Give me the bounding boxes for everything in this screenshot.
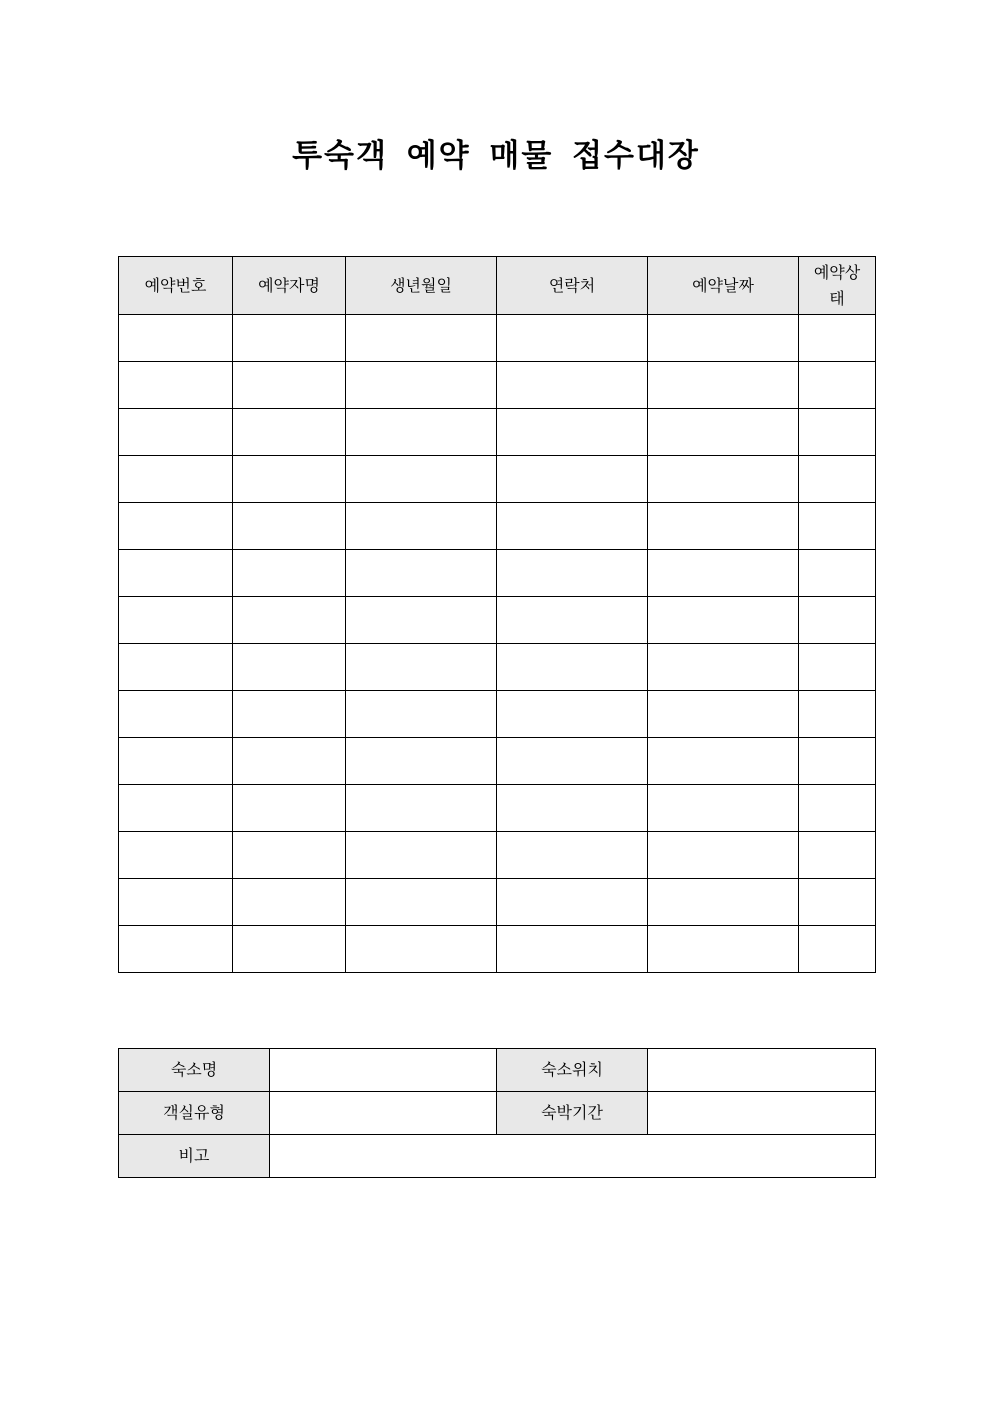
table-row	[119, 926, 876, 973]
reservation-number-cell[interactable]	[119, 879, 233, 926]
contact-cell[interactable]	[497, 362, 648, 409]
guest-name-cell[interactable]	[233, 832, 346, 879]
guest-name-cell[interactable]	[233, 409, 346, 456]
reservation-number-cell[interactable]	[119, 738, 233, 785]
reservation-status-cell[interactable]	[799, 456, 876, 503]
stay-period-label: 숙박기간	[497, 1092, 648, 1135]
reservation-date-cell[interactable]	[648, 926, 799, 973]
birth-date-cell[interactable]	[346, 409, 497, 456]
contact-cell[interactable]	[497, 503, 648, 550]
guest-name-cell[interactable]	[233, 597, 346, 644]
stay-period-field[interactable]	[648, 1092, 876, 1135]
reservation-status-cell[interactable]	[799, 691, 876, 738]
remarks-label: 비고	[119, 1135, 270, 1178]
reservation-number-cell[interactable]	[119, 644, 233, 691]
header-reservation-number: 예약번호	[119, 257, 233, 315]
guest-name-cell[interactable]	[233, 785, 346, 832]
contact-cell[interactable]	[497, 785, 648, 832]
info-row-accommodation	[119, 1049, 876, 1092]
birth-date-cell[interactable]	[346, 785, 497, 832]
birth-date-cell[interactable]	[346, 315, 497, 362]
reservation-date-cell[interactable]	[648, 785, 799, 832]
reservation-number-cell[interactable]	[119, 409, 233, 456]
reservation-number-cell[interactable]	[119, 832, 233, 879]
room-type-field[interactable]	[270, 1092, 497, 1135]
reservation-date-cell[interactable]	[648, 597, 799, 644]
accommodation-location-field[interactable]	[648, 1049, 876, 1092]
guest-name-cell[interactable]	[233, 691, 346, 738]
table-row	[119, 456, 876, 503]
contact-cell[interactable]	[497, 691, 648, 738]
reservation-table-header-row	[119, 257, 876, 315]
contact-cell[interactable]	[497, 738, 648, 785]
birth-date-cell[interactable]	[346, 644, 497, 691]
reservation-status-cell[interactable]	[799, 644, 876, 691]
table-row	[119, 362, 876, 409]
accommodation-name-label: 숙소명	[119, 1049, 270, 1092]
accommodation-location-label: 숙소위치	[497, 1049, 648, 1092]
guest-name-cell[interactable]	[233, 550, 346, 597]
reservation-date-cell[interactable]	[648, 644, 799, 691]
reservation-date-cell[interactable]	[648, 879, 799, 926]
table-row	[119, 644, 876, 691]
reservation-status-cell[interactable]	[799, 550, 876, 597]
reservation-number-cell[interactable]	[119, 926, 233, 973]
reservation-status-cell[interactable]	[799, 503, 876, 550]
birth-date-cell[interactable]	[346, 456, 497, 503]
birth-date-cell[interactable]	[346, 691, 497, 738]
birth-date-cell[interactable]	[346, 597, 497, 644]
table-row	[119, 550, 876, 597]
info-row-remarks	[119, 1135, 876, 1178]
birth-date-cell[interactable]	[346, 926, 497, 973]
reservation-number-cell[interactable]	[119, 550, 233, 597]
reservation-number-cell[interactable]	[119, 785, 233, 832]
reservation-status-cell[interactable]	[799, 315, 876, 362]
birth-date-cell[interactable]	[346, 503, 497, 550]
contact-cell[interactable]	[497, 644, 648, 691]
reservation-table-body	[119, 315, 876, 973]
reservation-status-cell[interactable]	[799, 597, 876, 644]
contact-cell[interactable]	[497, 315, 648, 362]
table-row	[119, 503, 876, 550]
reservation-status-cell[interactable]	[799, 832, 876, 879]
reservation-number-cell[interactable]	[119, 456, 233, 503]
guest-name-cell[interactable]	[233, 879, 346, 926]
header-reservation-date: 예약날짜	[648, 257, 799, 315]
reservation-number-cell[interactable]	[119, 362, 233, 409]
reservation-status-cell[interactable]	[799, 785, 876, 832]
header-reservation-status: 예약상 태	[799, 257, 876, 315]
reservation-date-cell[interactable]	[648, 456, 799, 503]
contact-cell[interactable]	[497, 409, 648, 456]
reservation-number-cell[interactable]	[119, 691, 233, 738]
guest-name-cell[interactable]	[233, 315, 346, 362]
contact-cell[interactable]	[497, 456, 648, 503]
header-birth-date: 생년월일	[346, 257, 497, 315]
birth-date-cell[interactable]	[346, 550, 497, 597]
table-row	[119, 409, 876, 456]
table-row	[119, 785, 876, 832]
table-row	[119, 832, 876, 879]
reservation-date-cell[interactable]	[648, 315, 799, 362]
reservation-status-cell[interactable]	[799, 409, 876, 456]
reservation-date-cell[interactable]	[648, 738, 799, 785]
reservation-date-cell[interactable]	[648, 362, 799, 409]
reservation-status-cell[interactable]	[799, 738, 876, 785]
header-guest-name: 예약자명	[233, 257, 346, 315]
reservation-status-cell[interactable]	[799, 362, 876, 409]
birth-date-cell[interactable]	[346, 832, 497, 879]
reservation-status-cell[interactable]	[799, 926, 876, 973]
table-row	[119, 879, 876, 926]
contact-cell[interactable]	[497, 550, 648, 597]
reservation-number-cell[interactable]	[119, 597, 233, 644]
info-row-room	[119, 1092, 876, 1135]
birth-date-cell[interactable]	[346, 362, 497, 409]
table-row	[119, 691, 876, 738]
document-title: 투숙객 예약 매물 접수대장	[292, 138, 700, 174]
reservation-date-cell[interactable]	[648, 550, 799, 597]
table-row	[119, 315, 876, 362]
accommodation-name-field[interactable]	[270, 1049, 497, 1092]
guest-name-cell[interactable]	[233, 362, 346, 409]
guest-name-cell[interactable]	[233, 926, 346, 973]
guest-name-cell[interactable]	[233, 644, 346, 691]
contact-cell[interactable]	[497, 879, 648, 926]
reservation-table	[118, 256, 876, 973]
reservation-date-cell[interactable]	[648, 832, 799, 879]
header-contact: 연락처	[497, 257, 648, 315]
reservation-number-cell[interactable]	[119, 503, 233, 550]
reservation-date-cell[interactable]	[648, 691, 799, 738]
contact-cell[interactable]	[497, 926, 648, 973]
guest-name-cell[interactable]	[233, 456, 346, 503]
table-row	[119, 738, 876, 785]
remarks-field[interactable]	[270, 1135, 876, 1178]
birth-date-cell[interactable]	[346, 879, 497, 926]
table-row	[119, 597, 876, 644]
guest-name-cell[interactable]	[233, 738, 346, 785]
reservation-date-cell[interactable]	[648, 503, 799, 550]
contact-cell[interactable]	[497, 597, 648, 644]
contact-cell[interactable]	[497, 832, 648, 879]
guest-name-cell[interactable]	[233, 503, 346, 550]
accommodation-info-table	[118, 1048, 876, 1178]
reservation-date-cell[interactable]	[648, 409, 799, 456]
reservation-status-cell[interactable]	[799, 879, 876, 926]
room-type-label: 객실유형	[119, 1092, 270, 1135]
birth-date-cell[interactable]	[346, 738, 497, 785]
reservation-number-cell[interactable]	[119, 315, 233, 362]
